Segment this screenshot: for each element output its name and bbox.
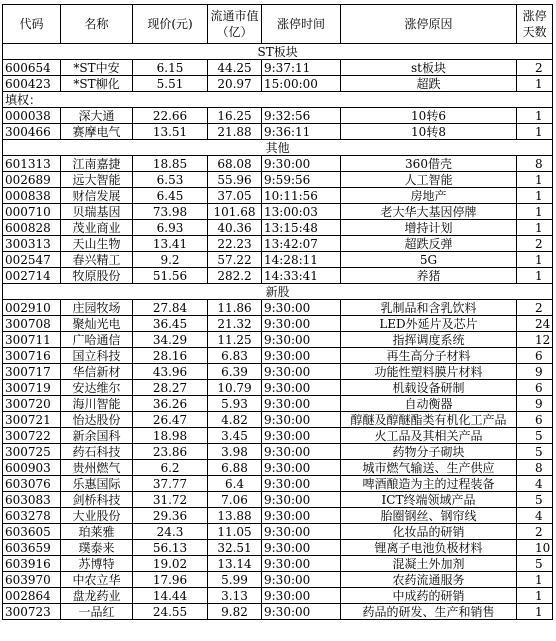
cell-name: *ST柳化 — [61, 76, 133, 92]
cell-days: 4 — [517, 476, 553, 492]
table-body — [3, 44, 553, 620]
cell-price: 28.27 — [133, 380, 208, 396]
cell-days: 9 — [517, 364, 553, 380]
cell-code: 300723 — [3, 604, 61, 620]
table-row — [3, 332, 553, 348]
cell-reason: 增持计划 — [341, 220, 517, 236]
cell-cap: 6.83 — [208, 348, 262, 364]
cell-cap: 21.88 — [208, 124, 262, 140]
cell-cap: 5.93 — [208, 396, 262, 412]
cell-cap: 40.36 — [208, 220, 262, 236]
cell-code: 300716 — [3, 348, 61, 364]
table-row — [3, 476, 553, 492]
cell-reason: 乳制品和含乳饮料 — [341, 300, 517, 316]
cell-code: 000838 — [3, 188, 61, 204]
cell-time: 9:30:00 — [262, 316, 341, 332]
cell-time: 14:28:11 — [262, 252, 341, 268]
cell-days: 2 — [517, 60, 553, 76]
cell-price: 13.41 — [133, 236, 208, 252]
cell-days: 5 — [517, 444, 553, 460]
cell-name: *ST中安 — [61, 60, 133, 76]
cell-days: 1 — [517, 204, 553, 220]
cell-time: 9:59:56 — [262, 172, 341, 188]
cell-days: 6 — [517, 412, 553, 428]
cell-days: 10 — [517, 540, 553, 556]
cell-reason: 机载设备研制 — [341, 380, 517, 396]
cell-name: 一品红 — [61, 604, 133, 620]
cell-reason: 房地产 — [341, 188, 517, 204]
cell-code: 002689 — [3, 172, 61, 188]
cell-days: 1 — [517, 588, 553, 604]
cell-name: 璞泰来 — [61, 540, 133, 556]
cell-code: 603083 — [3, 492, 61, 508]
section-title: 填权： — [3, 92, 553, 108]
cell-cap: 37.05 — [208, 188, 262, 204]
cell-name: 怡达股份 — [61, 412, 133, 428]
cell-code: 300711 — [3, 332, 61, 348]
cell-reason: 啤酒酿造为主的过程装备 — [341, 476, 517, 492]
cell-price: 6.53 — [133, 172, 208, 188]
cell-name: 新余国科 — [61, 428, 133, 444]
cell-time: 9:30:00 — [262, 364, 341, 380]
table-row — [3, 508, 553, 524]
cell-name: 安达维尔 — [61, 380, 133, 396]
cell-days: 8 — [517, 156, 553, 172]
cell-days: 2 — [517, 236, 553, 252]
table-row — [3, 108, 553, 124]
cell-cap: 20.97 — [208, 76, 262, 92]
cell-time: 9:30:00 — [262, 492, 341, 508]
cell-code: 603605 — [3, 524, 61, 540]
cell-price: 31.72 — [133, 492, 208, 508]
cell-time: 9:30:00 — [262, 476, 341, 492]
cell-time: 9:30:00 — [262, 556, 341, 572]
cell-price: 18.98 — [133, 428, 208, 444]
cell-reason: 混凝土外加剂 — [341, 556, 517, 572]
cell-price: 13.51 — [133, 124, 208, 140]
cell-time: 9:30:00 — [262, 348, 341, 364]
cell-cap: 101.68 — [208, 204, 262, 220]
cell-time: 9:30:00 — [262, 604, 341, 620]
cell-time: 9:30:00 — [262, 460, 341, 476]
cell-code: 603076 — [3, 476, 61, 492]
cell-time: 9:30:00 — [262, 572, 341, 588]
cell-code: 300466 — [3, 124, 61, 140]
cell-price: 28.16 — [133, 348, 208, 364]
cell-cap: 3.98 — [208, 444, 262, 460]
cell-code: 300313 — [3, 236, 61, 252]
cell-code: 601313 — [3, 156, 61, 172]
header-code: 代码 — [3, 5, 61, 44]
cell-name: 庄园牧场 — [61, 300, 133, 316]
cell-code: 300722 — [3, 428, 61, 444]
cell-cap: 11.05 — [208, 524, 262, 540]
cell-cap: 11.25 — [208, 332, 262, 348]
cell-price: 6.15 — [133, 60, 208, 76]
table-row — [3, 556, 553, 572]
cell-price: 17.96 — [133, 572, 208, 588]
cell-name: 江南嘉捷 — [61, 156, 133, 172]
table-row — [3, 60, 553, 76]
cell-cap: 21.32 — [208, 316, 262, 332]
cell-code: 600654 — [3, 60, 61, 76]
cell-cap: 9.82 — [208, 604, 262, 620]
cell-cap: 3.45 — [208, 428, 262, 444]
cell-days: 1 — [517, 188, 553, 204]
cell-code: 002547 — [3, 252, 61, 268]
cell-cap: 13.88 — [208, 508, 262, 524]
cell-code: 002714 — [3, 268, 61, 284]
cell-code: 300708 — [3, 316, 61, 332]
cell-cap: 68.08 — [208, 156, 262, 172]
cell-time: 9:37:11 — [262, 60, 341, 76]
cell-days: 5 — [517, 556, 553, 572]
cell-name: 乐惠国际 — [61, 476, 133, 492]
cell-name: 天山生物 — [61, 236, 133, 252]
cell-days: 8 — [517, 460, 553, 476]
cell-reason: 药物分子砌块 — [341, 444, 517, 460]
cell-reason: 胎圈钢丝、钢帘线 — [341, 508, 517, 524]
cell-name: 赛摩电气 — [61, 124, 133, 140]
cell-time: 13:42:07 — [262, 236, 341, 252]
table-row — [3, 604, 553, 620]
cell-reason: 人工智能 — [341, 172, 517, 188]
cell-time: 13:00:03 — [262, 204, 341, 220]
cell-name: 茂业商业 — [61, 220, 133, 236]
cell-name: 贵州燃气 — [61, 460, 133, 476]
cell-price: 18.85 — [133, 156, 208, 172]
cell-price: 19.02 — [133, 556, 208, 572]
header-cap: 流通市值（亿） — [208, 5, 262, 44]
section-title: ST板块 — [3, 44, 553, 60]
cell-days: 1 — [517, 124, 553, 140]
header-time: 涨停时间 — [262, 5, 341, 44]
cell-reason: 农药流通服务 — [341, 572, 517, 588]
cell-price: 6.93 — [133, 220, 208, 236]
section-row — [3, 284, 553, 300]
cell-code: 002864 — [3, 588, 61, 604]
limit-up-table — [2, 4, 553, 620]
cell-cap: 57.22 — [208, 252, 262, 268]
cell-price: 22.66 — [133, 108, 208, 124]
cell-name: 华信新材 — [61, 364, 133, 380]
table-row — [3, 428, 553, 444]
cell-time: 9:30:00 — [262, 540, 341, 556]
cell-days: 1 — [517, 172, 553, 188]
section-row — [3, 44, 553, 60]
header-days: 涨停天数 — [517, 5, 553, 44]
cell-price: 43.96 — [133, 364, 208, 380]
cell-reason: st板块 — [341, 60, 517, 76]
cell-days: 2 — [517, 300, 553, 316]
cell-name: 盘龙药业 — [61, 588, 133, 604]
cell-name: 深大通 — [61, 108, 133, 124]
cell-time: 9:30:00 — [262, 588, 341, 604]
cell-days: 1 — [517, 604, 553, 620]
header-price: 现价(元) — [133, 5, 208, 44]
table-row — [3, 444, 553, 460]
cell-cap: 32.51 — [208, 540, 262, 556]
cell-name: 珀莱雅 — [61, 524, 133, 540]
table-row — [3, 524, 553, 540]
table-row — [3, 252, 553, 268]
cell-days: 12 — [517, 332, 553, 348]
cell-time: 9:30:00 — [262, 300, 341, 316]
cell-name: 聚灿光电 — [61, 316, 133, 332]
cell-name: 国立科技 — [61, 348, 133, 364]
cell-code: 300721 — [3, 412, 61, 428]
section-row — [3, 140, 553, 156]
cell-time: 9:36:11 — [262, 124, 341, 140]
cell-code: 000710 — [3, 204, 61, 220]
cell-reason: 城市燃气输送、生产供应 — [341, 460, 517, 476]
section-row — [3, 92, 553, 108]
cell-time: 14:33:41 — [262, 268, 341, 284]
cell-name: 牧原股份 — [61, 268, 133, 284]
cell-cap: 6.39 — [208, 364, 262, 380]
table-row — [3, 348, 553, 364]
cell-days: 1 — [517, 252, 553, 268]
cell-time: 9:30:00 — [262, 428, 341, 444]
cell-time: 9:30:00 — [262, 380, 341, 396]
cell-reason: 10转6 — [341, 108, 517, 124]
cell-price: 29.36 — [133, 508, 208, 524]
cell-cap: 6.4 — [208, 476, 262, 492]
cell-code: 300725 — [3, 444, 61, 460]
section-title: 其他 — [3, 140, 553, 156]
cell-days: 4 — [517, 508, 553, 524]
cell-code: 600828 — [3, 220, 61, 236]
cell-time: 13:15:48 — [262, 220, 341, 236]
cell-code: 600423 — [3, 76, 61, 92]
cell-reason: 火工品及其相关产品 — [341, 428, 517, 444]
header-reason: 涨停原因 — [341, 5, 517, 44]
table-row — [3, 460, 553, 476]
table-row — [3, 76, 553, 92]
cell-cap: 10.79 — [208, 380, 262, 396]
cell-days: 1 — [517, 268, 553, 284]
cell-time: 9:32:56 — [262, 108, 341, 124]
cell-cap: 11.86 — [208, 300, 262, 316]
cell-price: 23.86 — [133, 444, 208, 460]
cell-code: 300719 — [3, 380, 61, 396]
table-row — [3, 236, 553, 252]
cell-code: 300720 — [3, 396, 61, 412]
cell-time: 10:11:56 — [262, 188, 341, 204]
cell-reason: 醇醚及醇醚酯类有机化工产品 — [341, 412, 517, 428]
cell-reason: 10转8 — [341, 124, 517, 140]
table-row — [3, 124, 553, 140]
cell-cap: 5.99 — [208, 572, 262, 588]
cell-name: 中农立华 — [61, 572, 133, 588]
table-row — [3, 188, 553, 204]
table-row — [3, 364, 553, 380]
cell-reason: 5G — [341, 252, 517, 268]
header-name: 名称 — [61, 5, 133, 44]
cell-reason: 指挥调度系统 — [341, 332, 517, 348]
cell-reason: 中成药的研销 — [341, 588, 517, 604]
limit-up-table-page — [2, 4, 553, 620]
cell-name: 远大智能 — [61, 172, 133, 188]
cell-reason: 药品的研发、生产和销售 — [341, 604, 517, 620]
cell-time: 9:30:00 — [262, 332, 341, 348]
cell-days: 5 — [517, 428, 553, 444]
table-row — [3, 492, 553, 508]
cell-code: 603916 — [3, 556, 61, 572]
table-row — [3, 204, 553, 220]
cell-days: 24 — [517, 316, 553, 332]
cell-cap: 16.25 — [208, 108, 262, 124]
cell-reason: ICT终端领域产品 — [341, 492, 517, 508]
cell-days: 9 — [517, 396, 553, 412]
cell-cap: 13.14 — [208, 556, 262, 572]
cell-reason: 功能性塑料膜片材料 — [341, 364, 517, 380]
cell-price: 24.3 — [133, 524, 208, 540]
cell-price: 14.44 — [133, 588, 208, 604]
cell-days: 6 — [517, 380, 553, 396]
cell-name: 春兴精工 — [61, 252, 133, 268]
cell-days: 6 — [517, 348, 553, 364]
cell-name: 大业股份 — [61, 508, 133, 524]
cell-price: 6.45 — [133, 188, 208, 204]
cell-time: 9:30:00 — [262, 508, 341, 524]
cell-cap: 3.13 — [208, 588, 262, 604]
table-header — [3, 5, 553, 44]
cell-reason: LED外延片及芯片 — [341, 316, 517, 332]
cell-name: 苏博特 — [61, 556, 133, 572]
cell-code: 600903 — [3, 460, 61, 476]
cell-price: 73.98 — [133, 204, 208, 220]
table-row — [3, 172, 553, 188]
cell-days: 1 — [517, 76, 553, 92]
table-row — [3, 220, 553, 236]
cell-reason: 化妆品的研销 — [341, 524, 517, 540]
cell-price: 56.13 — [133, 540, 208, 556]
cell-reason: 锂离子电池负极材料 — [341, 540, 517, 556]
cell-cap: 22.23 — [208, 236, 262, 252]
cell-days: 5 — [517, 492, 553, 508]
cell-name: 药石科技 — [61, 444, 133, 460]
table-row — [3, 396, 553, 412]
cell-cap: 55.96 — [208, 172, 262, 188]
cell-days: 2 — [517, 524, 553, 540]
cell-time: 9:30:00 — [262, 412, 341, 428]
cell-price: 6.2 — [133, 460, 208, 476]
table-row — [3, 268, 553, 284]
cell-name: 广哈通信 — [61, 332, 133, 348]
cell-price: 36.26 — [133, 396, 208, 412]
section-title: 新股 — [3, 284, 553, 300]
cell-reason: 360借壳 — [341, 156, 517, 172]
cell-cap: 7.06 — [208, 492, 262, 508]
cell-time: 9:30:00 — [262, 444, 341, 460]
cell-time: 9:30:00 — [262, 524, 341, 540]
table-row — [3, 156, 553, 172]
cell-name: 贝瑞基因 — [61, 204, 133, 220]
cell-price: 36.45 — [133, 316, 208, 332]
table-row — [3, 588, 553, 604]
table-row — [3, 540, 553, 556]
cell-cap: 4.82 — [208, 412, 262, 428]
cell-price: 5.51 — [133, 76, 208, 92]
cell-reason: 超跌 — [341, 76, 517, 92]
cell-name: 剑桥科技 — [61, 492, 133, 508]
cell-days: 1 — [517, 108, 553, 124]
cell-code: 002910 — [3, 300, 61, 316]
cell-reason: 再生高分子材料 — [341, 348, 517, 364]
cell-code: 603659 — [3, 540, 61, 556]
cell-price: 9.2 — [133, 252, 208, 268]
cell-price: 51.56 — [133, 268, 208, 284]
cell-price: 37.77 — [133, 476, 208, 492]
cell-cap: 282.2 — [208, 268, 262, 284]
cell-name: 财信发展 — [61, 188, 133, 204]
cell-cap: 6.88 — [208, 460, 262, 476]
cell-code: 300717 — [3, 364, 61, 380]
cell-time: 9:30:00 — [262, 156, 341, 172]
cell-reason: 自动衡器 — [341, 396, 517, 412]
header-row — [3, 5, 553, 44]
cell-reason: 超跌反弹 — [341, 236, 517, 252]
cell-days: 1 — [517, 572, 553, 588]
cell-code: 603278 — [3, 508, 61, 524]
table-row — [3, 380, 553, 396]
table-row — [3, 412, 553, 428]
cell-code: 000038 — [3, 108, 61, 124]
table-row — [3, 300, 553, 316]
cell-time: 9:30:00 — [262, 396, 341, 412]
cell-time: 15:00:00 — [262, 76, 341, 92]
table-row — [3, 572, 553, 588]
cell-reason: 老大华大基因停牌 — [341, 204, 517, 220]
cell-days: 1 — [517, 220, 553, 236]
cell-price: 34.29 — [133, 332, 208, 348]
cell-reason: 养猪 — [341, 268, 517, 284]
cell-code: 603970 — [3, 572, 61, 588]
cell-cap: 44.25 — [208, 60, 262, 76]
cell-price: 26.47 — [133, 412, 208, 428]
table-row — [3, 316, 553, 332]
cell-price: 24.55 — [133, 604, 208, 620]
cell-price: 27.84 — [133, 300, 208, 316]
cell-name: 海川智能 — [61, 396, 133, 412]
